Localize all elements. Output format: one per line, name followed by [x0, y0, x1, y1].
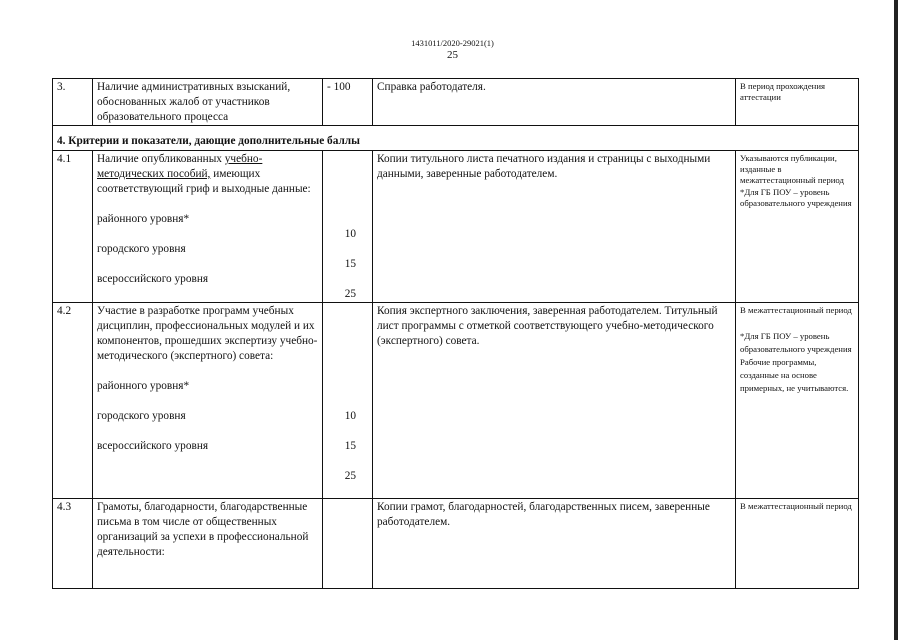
table-row — [53, 303, 859, 499]
points-cell — [323, 151, 373, 303]
criterion-text: Участие в разработке программ учебных дисциплин, профессиональных модулей и их компонентов, прошедших экспертизу учебно-методического (экспертного) совета: — [97, 305, 318, 362]
points-value: 10 — [344, 228, 356, 240]
level-label: районного уровня* — [97, 213, 190, 225]
note-text: Указываются публикации, изданные в межаттестационный период — [740, 153, 844, 186]
criterion-text: Грамоты, благодарности, благодарственные письма в том числе от общественных организаций за успехи в профессиональной деятельности: — [93, 499, 323, 589]
level-label: районного уровня* — [97, 380, 190, 392]
points-cell — [323, 303, 373, 499]
level-label: всероссийского уровня — [97, 273, 209, 285]
note-text-2: *Для ГБ ПОУ – уровень образовательного учреждения — [740, 186, 852, 208]
points-value: 15 — [344, 258, 356, 270]
evidence-text: Копия экспертного заключения, заверенная работодателем. Титульный лист программы с отметкой соответствующего учебно-методического (экспертного) совета. — [373, 303, 736, 499]
table-row — [53, 79, 859, 126]
points-cell — [323, 499, 373, 589]
level-label: городского уровня — [97, 243, 186, 255]
row-number: 4.2 — [53, 303, 93, 499]
table-row — [53, 499, 859, 589]
page-number: 25 — [447, 49, 458, 61]
criterion-cell — [93, 151, 323, 303]
points-value: - 100 — [323, 79, 373, 126]
section-title: 4. Критерии и показатели, дающие дополнительные баллы — [53, 126, 859, 151]
points-value: 10 — [344, 410, 356, 422]
level-label: городского уровня — [97, 410, 186, 422]
note-text: В межаттестационный период — [740, 305, 852, 315]
evidence-text: Копии титульного листа печатного издания и страницы с выходными данными, заверенные работодателем. — [373, 151, 736, 303]
evidence-text: Справка работодателя. — [373, 79, 736, 126]
criterion-underlined-text: учебно-методических пособий, — [97, 153, 263, 180]
row-number: 4.3 — [53, 499, 93, 589]
points-value: 25 — [344, 470, 356, 482]
table-row — [53, 151, 859, 303]
criterion-cell — [93, 303, 323, 499]
row-number: 3. — [53, 79, 93, 126]
note-text: В межаттестационный период — [736, 499, 859, 589]
points-value: 25 — [344, 288, 356, 300]
note-text-2: *Для ГБ ПОУ – уровень образовательного учреждения Рабочие программы, созданные на основе примерных, не учитываются. — [740, 331, 852, 394]
criteria-table — [52, 78, 859, 589]
criterion-text: Наличие административных взысканий, обоснованных жалоб от участников образовательного процесса — [93, 79, 323, 126]
section-header-row — [53, 126, 859, 151]
row-number: 4.1 — [53, 151, 93, 303]
scan-edge — [894, 0, 898, 640]
note-text: В период прохождения аттестации — [736, 79, 859, 126]
level-label: всероссийского уровня — [97, 440, 209, 452]
criterion-text: Наличие опубликованных — [97, 153, 225, 165]
note-cell — [736, 151, 859, 303]
points-value: 15 — [344, 440, 356, 452]
document-code: 1431011/2020-29021(1) — [411, 38, 494, 48]
evidence-text: Копии грамот, благодарностей, благодарственных писем, заверенные работодателем. — [373, 499, 736, 589]
note-cell — [736, 303, 859, 499]
criterion-text-cont: имеющих соответствующий гриф и выходные данные: — [97, 168, 311, 195]
